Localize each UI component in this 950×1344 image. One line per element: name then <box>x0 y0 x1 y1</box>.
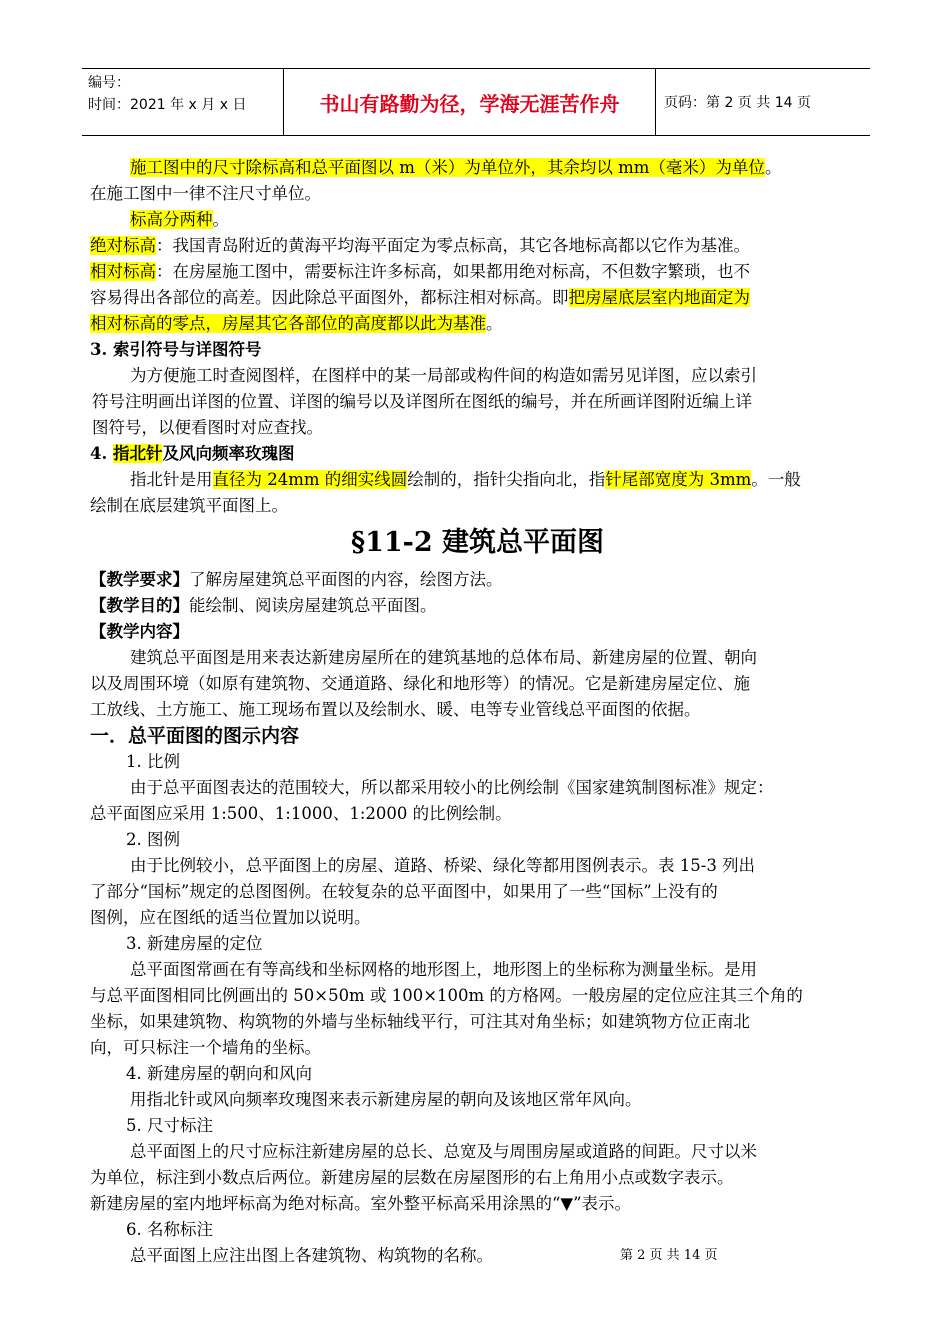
highlight: 直径为 24mm 的细实线圆 <box>212 470 408 489</box>
paragraph: 总平面图应采用 1:500、1:1000、1:2000 的比例绘制。 <box>90 804 512 823</box>
highlight: 相对标高的零点，房屋其它各部位的高度都以此为基准 <box>90 314 486 333</box>
text: ：在房屋施工图中，需要标注许多标高，如果都用绝对标高，不但数字繁琐，也不 <box>156 262 750 281</box>
text: 能绘制、阅读房屋建筑总平面图。 <box>189 596 437 615</box>
highlight: 标高分两种 <box>130 210 213 229</box>
term-absolute-elevation: 绝对标高 <box>90 236 156 255</box>
heading: 一．总平面图的图示内容 <box>90 725 300 747</box>
paragraph: 为单位，标注到小数点后两位。新建房屋的层数在房屋图形的右上角用小点或数字表示。 <box>90 1168 734 1187</box>
subheading: 3. 索引符号与详图符号 <box>90 340 262 359</box>
text: 了解房屋建筑总平面图的内容，绘图方法。 <box>189 570 503 589</box>
text: ：我国青岛附近的黄海平均海平面定为零点标高，其它各地标高都以它作为基准。 <box>156 236 750 255</box>
text: 。 <box>486 314 503 333</box>
paragraph <box>90 467 865 493</box>
page-header <box>82 68 870 136</box>
list-heading: 1. 比例 <box>126 752 180 771</box>
paragraph: 由于总平面图表达的范围较大，所以都采用较小的比例绘制《国家建筑制图标准》规定： <box>130 778 774 797</box>
highlight: 把房屋底层室内地面定为 <box>568 288 750 307</box>
label: 【教学要求】 <box>90 570 189 589</box>
paragraph: 总平面图上应注出图上各建筑物、构筑物的名称。 <box>130 1246 493 1265</box>
paragraph: 工放线、土方施工、施工现场布置以及绘制水、暖、电等专业管线总平面图的依据。 <box>90 700 701 719</box>
paragraph: 与总平面图相同比例画出的 50×50m 或 100×100m 的方格网。一般房屋的定位应注其三个角的 <box>90 986 803 1005</box>
paragraph: 坐标，如果建筑物、构筑物的外墙与坐标轴线平行，可注其对角坐标；如建筑物方位正南北 <box>90 1012 750 1031</box>
header-info <box>82 69 284 135</box>
section-title: §11-2 建筑总平面图 <box>350 527 605 558</box>
text: 及风向频率玫瑰图 <box>162 444 295 463</box>
list-heading: 5. 尺寸标注 <box>126 1116 213 1135</box>
text: 。一般 <box>751 470 801 489</box>
text: 指北针是用 <box>130 470 213 489</box>
paragraph: 向，可只标注一个墙角的坐标。 <box>90 1038 321 1057</box>
paragraph: 符号注明画出详图的位置、详图的编号以及详图所在图纸的编号，并在所画详图附近编上详 <box>92 392 752 411</box>
paragraph: 绘制在底层建筑平面图上。 <box>90 496 288 515</box>
paragraph: 为方便施工时查阅图样，在图样中的某一局部或构件间的构造如需另见详图，应以索引 <box>130 366 757 385</box>
paragraph <box>90 207 865 233</box>
paragraph: 新建房屋的室内地坪标高为绝对标高。室外整平标高采用涂黑的“▼”表示。 <box>90 1194 632 1213</box>
list-heading: 4. 新建房屋的朝向和风向 <box>126 1064 312 1083</box>
text: 绘制的，指针尖指向北，指 <box>407 470 606 489</box>
paragraph <box>90 259 865 285</box>
paragraph <box>90 593 865 619</box>
list-heading: 3. 新建房屋的定位 <box>126 934 263 953</box>
highlight: 指北针 <box>112 444 163 463</box>
paragraph <box>90 567 865 593</box>
paragraph <box>90 233 865 259</box>
paragraph: 图符号，以便看图时对应查找。 <box>92 418 323 437</box>
text: 4. <box>90 444 113 463</box>
paragraph: 由于比例较小，总平面图上的房屋、道路、桥梁、绿化等都用图例表示。表 15-3 列出 <box>130 856 756 875</box>
header-motto: 书山有路勤为径，学海无涯苦作舟 <box>284 69 656 135</box>
highlight: 施工图中的尺寸除标高和总平面图以 m（米）为单位外，其余均以 mm（毫米）为单位 <box>130 158 765 177</box>
paragraph: 用指北针或风向频率玫瑰图来表示新建房屋的朝向及该地区常年风向。 <box>130 1090 642 1109</box>
label: 【教学内容】 <box>90 622 189 641</box>
paragraph: 了部分“国标”规定的总图图例。在较复杂的总平面图中，如果用了一些“国标”上没有的 <box>90 882 718 901</box>
text: 。 <box>212 210 229 229</box>
code-label: 编号： <box>88 75 130 91</box>
paragraph <box>90 285 865 311</box>
text: 。 <box>764 158 782 177</box>
term-relative-elevation: 相对标高 <box>90 262 156 281</box>
time-label: 时间：2021 年 x 月 x 日 <box>88 97 247 113</box>
page-footer: 第 2 页 共 14 页 <box>620 1248 718 1263</box>
paragraph: 图例，应在图纸的适当位置加以说明。 <box>90 908 371 927</box>
paragraph: 以及周围环境（如原有建筑物、交通道路、绿化和地形等）的情况。它是新建房屋定位、施 <box>90 674 750 693</box>
paragraph: 建筑总平面图是用来表达新建房屋所在的建筑基地的总体布局、新建房屋的位置、朝向 <box>130 648 757 667</box>
text: 容易得出各部位的高差。因此除总平面图外，都标注相对标高。即 <box>90 288 569 307</box>
paragraph: 总平面图上的尺寸应标注新建房屋的总长、总宽及与周围房屋或道路的间距。尺寸以米 <box>130 1142 757 1161</box>
paragraph <box>90 155 865 181</box>
header-page-label: 页码：第 2 页 共 14 页 <box>664 95 811 111</box>
highlight: 针尾部宽度为 3mm <box>605 470 752 489</box>
list-heading: 2. 图例 <box>126 830 180 849</box>
label: 【教学目的】 <box>90 596 189 615</box>
paragraph: 总平面图常画在有等高线和坐标网格的地形图上，地形图上的坐标称为测量坐标。是用 <box>130 960 757 979</box>
subheading <box>90 441 865 467</box>
paragraph <box>90 311 865 337</box>
list-heading: 6. 名称标注 <box>126 1220 213 1239</box>
paragraph: 在施工图中一律不注尺寸单位。 <box>90 184 321 203</box>
document-body <box>90 155 865 1269</box>
